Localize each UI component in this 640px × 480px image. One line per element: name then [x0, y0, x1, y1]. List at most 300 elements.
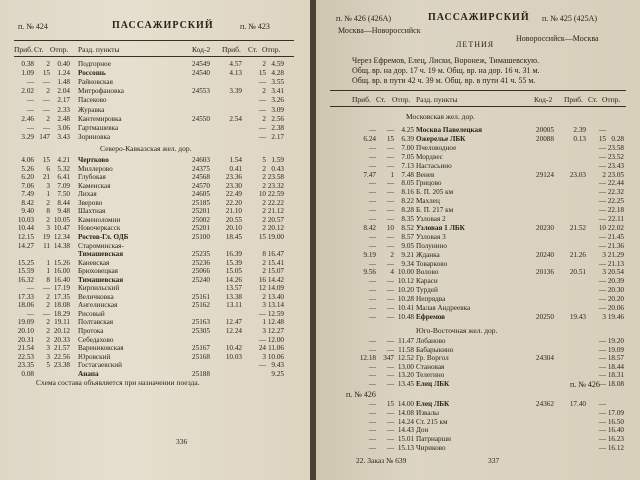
stop-minutes: —: [386, 408, 394, 417]
left-page: [0, 0, 312, 480]
departure-time: 14.38: [53, 241, 70, 250]
table-row: [316, 215, 640, 224]
departure-time: 19.00: [267, 232, 284, 241]
stop-minutes: 3: [46, 344, 50, 353]
column-header: Отпр.: [262, 45, 281, 54]
arrival-time: —: [368, 362, 376, 371]
stop-minutes: 24: [258, 344, 266, 353]
departure-time: 9.48: [57, 207, 70, 216]
departure-time: 19.46: [607, 312, 624, 321]
station-name: Узловая 3: [416, 232, 446, 241]
departure-time: 12.00: [267, 335, 284, 344]
station-name: Себедахово: [78, 335, 114, 344]
arrival-time: 0.08: [21, 369, 34, 378]
stop-minutes: —: [386, 259, 394, 268]
stop-minutes: —: [258, 309, 266, 318]
station-name: Тимашевская: [78, 250, 124, 259]
season-label: ЛЕТНИЯ: [456, 40, 495, 49]
column-header: Приб.: [564, 95, 583, 104]
stop-minutes: —: [386, 337, 394, 345]
stop-minutes: 2: [262, 224, 266, 233]
column-header: Ст.: [34, 45, 44, 54]
departure-time: 22.11: [608, 215, 624, 223]
station-name: Товарково: [416, 259, 448, 268]
station-code: 25168: [192, 352, 210, 361]
departure-time: 14.43: [397, 426, 414, 435]
arrival-time: —: [368, 371, 376, 380]
arrival-time: 9.19: [363, 250, 376, 259]
arrival-time: 12.15: [17, 232, 34, 241]
departure-time: 8.28: [401, 206, 414, 215]
station-code: 25235: [192, 250, 210, 259]
arrival-time: 3.29: [21, 132, 34, 141]
column-header: Приб.: [14, 45, 33, 54]
station-code: 24553: [192, 87, 210, 96]
stop-minutes: —: [598, 380, 606, 388]
footer-order-number: 22. Заказ № 639: [356, 456, 407, 465]
stop-minutes: —: [598, 126, 606, 134]
table-row: [316, 153, 640, 162]
table-row: [0, 106, 312, 115]
stop-minutes: —: [598, 444, 606, 452]
departure-time: 18.08: [607, 380, 624, 388]
station-code: 25100: [192, 232, 210, 241]
departure-time: 13.45: [397, 380, 414, 388]
arrival-time: 9.56: [363, 268, 376, 277]
stop-minutes: 15: [258, 69, 266, 78]
stop-minutes: 347: [383, 354, 394, 363]
station-name: Каменская: [78, 181, 111, 190]
station-name: Староминская-: [78, 241, 124, 250]
station-code: 24570: [192, 181, 210, 190]
stop-minutes: —: [386, 206, 394, 215]
arrival-time: 2.02: [21, 87, 34, 96]
stop-minutes: —: [386, 126, 394, 134]
departure-time: 9.43: [271, 361, 284, 370]
station-name: Гр. Воргол: [416, 354, 449, 363]
stop-minutes: 2: [262, 173, 266, 182]
station-name: Тимашевская: [78, 275, 124, 284]
stop-minutes: 3: [602, 250, 606, 259]
arrival-time: 17.40: [569, 400, 586, 408]
departure-time: 19.11: [54, 318, 70, 327]
station-name: Дон: [416, 426, 429, 435]
stop-minutes: —: [386, 435, 394, 444]
departure-time: 16.00: [53, 267, 70, 276]
departure-time: 15.26: [53, 258, 70, 267]
station-name: Телегино: [416, 371, 445, 380]
station-name: Турдей: [416, 286, 438, 295]
departure-time: 5.32: [57, 164, 70, 173]
stop-minutes: —: [386, 444, 394, 452]
station-name: Шахтная: [78, 207, 106, 216]
departure-time: 21.29: [607, 250, 624, 259]
stop-minutes: —: [598, 417, 606, 426]
departure-time: 18.29: [53, 309, 70, 318]
departure-time: 20.33: [53, 335, 70, 344]
departure-time: 15.07: [267, 267, 284, 276]
stop-minutes: —: [386, 197, 394, 206]
stop-minutes: 8: [46, 275, 50, 284]
arrival-time: —: [368, 232, 376, 241]
stop-minutes: —: [386, 161, 394, 170]
departure-time: 1.59: [271, 156, 284, 164]
departure-time: 16.50: [607, 417, 624, 426]
stop-minutes: 15: [386, 134, 394, 143]
departure-time: 8.52: [401, 223, 414, 232]
stop-minutes: 2: [262, 267, 266, 276]
table-row: [316, 426, 640, 435]
stop-minutes: 2: [262, 215, 266, 224]
departure-time: 10.12: [397, 277, 414, 286]
arrival-time: 21.26: [569, 250, 586, 259]
stop-minutes: —: [598, 206, 606, 215]
column-header: Разд. пункты: [416, 95, 458, 104]
stop-minutes: 147: [39, 132, 50, 141]
arrival-time: 7.47: [363, 170, 376, 179]
stop-minutes: 2: [262, 198, 266, 207]
stop-minutes: 3: [262, 327, 266, 335]
table-row: [0, 60, 312, 69]
departure-time: 10.48: [397, 312, 414, 321]
arrival-time: —: [368, 152, 376, 161]
departure-time: 12.52: [397, 354, 414, 363]
table-row: [0, 69, 312, 78]
stop-minutes: 3: [46, 352, 50, 361]
departure-time: 9.34: [401, 259, 414, 268]
departure-time: 12.27: [267, 327, 284, 335]
station-name: Ростов-Гл. ОДБ: [78, 232, 129, 241]
stop-minutes: 15: [42, 156, 50, 164]
column-header: Ст.: [248, 45, 258, 54]
stop-minutes: —: [598, 161, 606, 170]
departure-time: 9.25: [271, 369, 284, 378]
stop-minutes: 1: [46, 258, 50, 267]
station-name: Чертково: [78, 156, 109, 164]
stop-minutes: —: [598, 426, 606, 435]
station-code: 24549: [192, 60, 210, 68]
departure-time: 21.36: [607, 241, 624, 250]
departure-time: 11.47: [398, 337, 414, 345]
departure-time: 15.41: [267, 258, 284, 267]
station-name: Волово: [416, 268, 439, 277]
departure-time: 4.25: [401, 126, 414, 134]
stop-minutes: 12: [258, 284, 266, 293]
departure-time: 8.05: [401, 179, 414, 188]
arrival-time: 2.39: [573, 126, 586, 134]
station-code: 20250: [536, 312, 554, 321]
arrival-time: —: [368, 277, 376, 286]
stop-minutes: —: [386, 426, 394, 435]
station-name: Грицово: [416, 179, 442, 188]
stop-minutes: 1: [46, 190, 50, 199]
stop-minutes: 2: [262, 114, 266, 123]
stop-minutes: 2: [46, 60, 50, 68]
stop-minutes: 1: [262, 318, 266, 327]
departure-time: 21.45: [607, 232, 624, 241]
departure-time: 1.48: [57, 78, 70, 87]
departure-time: 0.28: [611, 134, 624, 143]
station-name: Новочеркасск: [78, 224, 121, 233]
station-name: Узловая 1 ЛБК: [416, 223, 465, 232]
arrival-time: 7.49: [21, 190, 34, 199]
stop-minutes: 10: [386, 223, 394, 232]
arrival-time: —: [368, 304, 376, 312]
departure-time: 14.09: [267, 284, 284, 293]
station-name: Подгорное: [78, 60, 111, 68]
station-name: Ст. 215 км: [416, 417, 448, 426]
arrival-time: 15.05: [225, 267, 242, 276]
table-row: [316, 409, 640, 418]
stop-minutes: 11: [43, 241, 50, 250]
table-row: [316, 233, 640, 242]
stop-minutes: —: [42, 284, 50, 293]
departure-time: 15.13: [397, 444, 414, 452]
arrival-time: 22.20: [225, 198, 242, 207]
arrival-time: 10.03: [17, 215, 34, 224]
departure-time: 7.48: [401, 170, 414, 179]
station-name: Б. П. 205 км: [416, 188, 454, 197]
departure-time: 4.28: [271, 69, 284, 78]
stop-minutes: —: [386, 417, 394, 426]
stop-minutes: —: [386, 143, 394, 152]
header-rule-bottom: [14, 56, 294, 57]
stop-minutes: —: [598, 143, 606, 152]
stop-minutes: 8: [262, 250, 266, 259]
station-name: Махлец: [416, 197, 440, 206]
stop-minutes: —: [258, 96, 266, 105]
stop-minutes: —: [598, 152, 606, 161]
departure-time: 10.05: [53, 215, 70, 224]
station-name: Рисовый: [78, 309, 105, 318]
stop-minutes: —: [598, 179, 606, 188]
travel-time-info-1: Общ. вр. на дор. 17 ч. 19 м. Общ. вр. на дор. 16 ч. 31 м.: [352, 66, 540, 75]
arrival-time: 12.18: [359, 354, 376, 363]
table-row: [316, 400, 640, 409]
departure-time: 2.48: [57, 114, 70, 123]
stop-minutes: —: [386, 362, 394, 371]
departure-time: 3.26: [271, 96, 284, 105]
departure-time: 22.59: [267, 190, 284, 199]
departure-time: 21.13: [607, 259, 624, 268]
station-name: Гартмашевка: [78, 123, 119, 132]
station-code: 25162: [192, 301, 210, 310]
arrival-time: 21.52: [569, 223, 586, 232]
station-name: Извалы: [416, 408, 439, 417]
station-code: 25201: [192, 224, 210, 233]
route-left: Москва—Новороссийск: [338, 26, 421, 35]
departure-time: 20.12: [53, 327, 70, 335]
arrival-time: 1.54: [229, 156, 242, 164]
table-row: [0, 87, 312, 96]
departure-time: 21.57: [53, 344, 70, 353]
column-header: Ст.: [376, 95, 386, 104]
table-row: [316, 197, 640, 206]
header-rule-top: [14, 40, 294, 41]
train-number-left: п. № 426 (426А): [336, 14, 392, 23]
route-via: Через Ефремов, Елец, Лиски, Воронеж, Тимашевскую.: [352, 56, 540, 65]
station-code: 29124: [536, 170, 554, 179]
arrival-time: 4.06: [21, 156, 34, 164]
arrival-time: —: [368, 143, 376, 152]
departure-time: 22.18: [607, 206, 624, 215]
departure-time: 2.56: [271, 114, 284, 123]
route-right: Новороссийск—Москва: [516, 34, 599, 43]
header-rule-top: [330, 90, 626, 91]
stop-minutes: —: [386, 152, 394, 161]
departure-time: 10.00: [397, 268, 414, 277]
arrival-time: 8.42: [363, 223, 376, 232]
departure-time: 18.44: [607, 362, 624, 371]
stop-minutes: 2: [46, 318, 50, 327]
departure-time: 14.00: [397, 400, 414, 408]
station-code: 25305: [192, 327, 210, 335]
departure-time: 3.09: [271, 105, 284, 114]
arrival-time: —: [368, 426, 376, 435]
arrival-time: —: [368, 312, 376, 321]
train-number-left: п. № 424: [18, 22, 48, 31]
departure-time: 18.57: [607, 354, 624, 363]
arrival-time: 15.25: [17, 258, 34, 267]
departure-time: 20.39: [607, 277, 624, 286]
page-number: 337: [488, 456, 500, 465]
station-name: Каменоломни: [78, 215, 121, 224]
page-title: ПАССАЖИРСКИЙ: [428, 12, 530, 23]
column-header: Ст.: [588, 95, 598, 104]
arrival-time: 10.03: [225, 352, 242, 361]
arrival-time: 20.51: [569, 268, 586, 277]
departure-time: 19.09: [607, 345, 624, 354]
departure-time: 22.32: [607, 188, 624, 197]
right-page: [316, 0, 640, 480]
departure-time: 22.56: [53, 352, 70, 361]
table-row: [316, 135, 640, 144]
station-name: Митрофановка: [78, 87, 124, 96]
station-name: Венев: [416, 170, 435, 179]
arrival-time: 19.43: [569, 312, 586, 321]
table-row: [316, 242, 640, 251]
stop-minutes: 15: [598, 134, 606, 143]
table-row: [316, 251, 640, 260]
departure-time: 16.47: [267, 250, 284, 259]
stop-minutes: 10: [598, 223, 606, 232]
arrival-time: —: [368, 286, 376, 295]
stop-minutes: 2: [46, 87, 50, 96]
arrival-time: 10.44: [17, 224, 34, 233]
departure-time: 3.55: [271, 78, 284, 87]
stop-minutes: 3: [262, 352, 266, 361]
arrival-time: 12.24: [225, 327, 242, 335]
column-header: Отпр.: [50, 45, 69, 54]
stop-minutes: 3: [602, 268, 606, 277]
column-header: Отпр.: [602, 95, 621, 104]
station-name: Караси: [416, 277, 438, 286]
stop-minutes: —: [598, 197, 606, 206]
departure-time: 23.38: [53, 361, 70, 370]
departure-time: 3.06: [57, 123, 70, 132]
arrival-time: 18.06: [17, 301, 34, 310]
station-name: Пчеловодное: [416, 143, 457, 152]
arrival-time: —: [26, 309, 34, 318]
arrival-time: 13.57: [225, 284, 242, 293]
stop-minutes: —: [598, 337, 606, 345]
arrival-time: —: [368, 188, 376, 197]
stop-minutes: 2: [262, 207, 266, 216]
departure-time: 2.17: [57, 96, 70, 105]
stop-minutes: 2: [46, 335, 50, 344]
arrival-time: —: [368, 435, 376, 444]
arrival-time: 2.54: [229, 114, 242, 123]
arrival-time: 8.42: [21, 198, 34, 207]
stop-minutes: —: [258, 78, 266, 87]
departure-time: 20.57: [267, 215, 284, 224]
arrival-time: —: [368, 126, 376, 134]
departure-time: 6.41: [57, 173, 70, 182]
arrival-time: 13.11: [226, 301, 242, 310]
page-title: ПАССАЖИРСКИЙ: [112, 20, 214, 31]
table-row: [316, 418, 640, 427]
station-code: 24304: [536, 354, 554, 363]
station-name: Пасеково: [78, 96, 107, 105]
departure-time: 13.40: [267, 292, 284, 301]
departure-time: 4.21: [57, 156, 70, 164]
station-name: Россошь: [78, 69, 106, 78]
table-row: [0, 115, 312, 124]
stop-minutes: 1: [46, 267, 50, 276]
departure-time: 9.05: [401, 241, 414, 250]
departure-time: 10.47: [53, 224, 70, 233]
station-name: Миллерово: [78, 164, 113, 173]
departure-time: 12.59: [267, 309, 284, 318]
stop-minutes: 15: [386, 400, 394, 408]
railway-section-title: Московская жел. дор.: [406, 112, 475, 121]
arrival-time: 0.13: [573, 134, 586, 143]
table-row: [316, 313, 640, 322]
arrival-time: —: [368, 380, 376, 388]
station-code: 25066: [192, 267, 210, 276]
arrival-time: 20.55: [225, 215, 242, 224]
departure-time: 20.06: [607, 304, 624, 312]
departure-time: 19.20: [607, 337, 624, 345]
station-code: 20005: [536, 126, 554, 134]
arrival-time: 23.35: [17, 361, 34, 370]
departure-time: 8.35: [401, 215, 414, 223]
header-rule-bottom: [330, 106, 626, 107]
arrival-time: —: [368, 241, 376, 250]
stop-minutes: —: [258, 132, 266, 141]
arrival-time: 20.31: [17, 335, 34, 344]
arrival-time: 4.57: [229, 60, 242, 68]
station-code: 20230: [536, 223, 554, 232]
stop-minutes: —: [598, 215, 606, 223]
station-name: Глубокая: [78, 173, 106, 182]
station-name: Елец ЛБК: [416, 400, 450, 408]
table-row: [316, 260, 640, 269]
departure-time: 10.28: [397, 295, 414, 304]
station-name: Ожерелье ЛБК: [416, 134, 466, 143]
arrival-time: 21.10: [225, 207, 242, 216]
stop-minutes: —: [386, 215, 394, 223]
station-code: 25167: [192, 344, 210, 353]
arrival-time: —: [26, 96, 34, 105]
stop-minutes: 3: [46, 224, 50, 233]
station-name: Ангелинская: [78, 301, 118, 310]
departure-time: 23.32: [267, 181, 284, 190]
departure-time: 6.39: [401, 134, 414, 143]
table-row: [0, 124, 312, 133]
departure-time: 13.00: [397, 362, 414, 371]
stop-minutes: —: [598, 400, 606, 408]
